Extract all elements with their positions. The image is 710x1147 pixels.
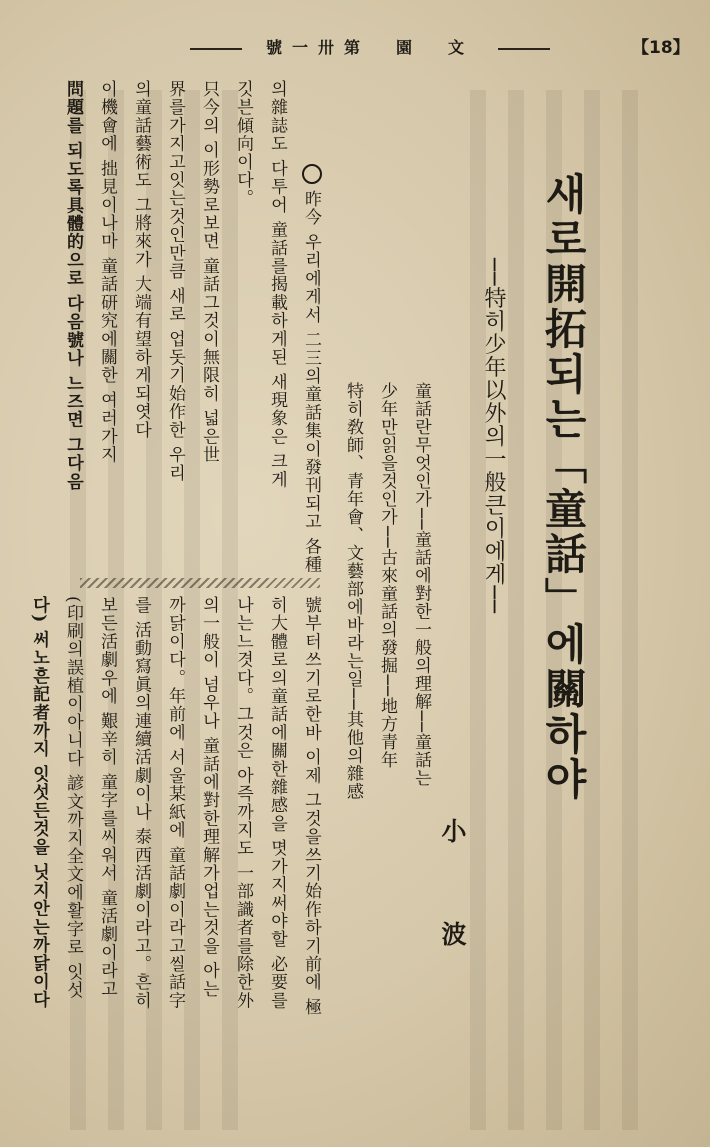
running-header — [190, 36, 550, 60]
body-column-upper: 의童話藝術도 그將來가 大端有望하게되엿다 — [131, 80, 151, 440]
section-marker-circle — [302, 164, 322, 184]
body-column-lower: 號부터쓰기로한바 이제 그것을쓰기始作하기前에 極 — [301, 596, 321, 1017]
body-column-lower: 히大體로의童話에關한雜感을 몃가지써야할 必要를 — [267, 596, 287, 1010]
body-column-upper: 昨今 우리에게서 二三의童話集이發刊되고 各種 — [301, 190, 321, 574]
article-subtitle: ──特히少年以外의一般큰이에게── — [481, 258, 506, 614]
section-divider — [80, 578, 320, 588]
body-column-upper: 의雜誌도 다투어 童話를揭載하게된 새現象은 크게 — [267, 80, 287, 489]
body-column-upper: 이機會에 拙見이나마 童話研究에關한 여러가지 — [97, 80, 117, 464]
body-column-lower: 를 活動寫眞의連續活劇이나 泰西活劇이라고。흔히 — [131, 596, 151, 1010]
body-column-upper: 깃븐傾向이다。 — [233, 80, 253, 208]
body-column-upper: 問題를 되도록具體的으로 다음號나 느즈면 그다음 — [63, 80, 83, 491]
body-column-lower: 의一般이 넘우나 童話에對한理解가업는것을 아는 — [199, 596, 219, 999]
author-name: 小波 — [438, 818, 467, 1024]
article-title: 새로開拓되는「童話」에關하야 — [539, 172, 588, 802]
body-column-lower: 다) 써노흔記者까지 잇섯든것을 닛지안는까닭이다 — [29, 596, 49, 1009]
body-column-lower: 까닭이다。年前에 서울某紙에 童話劇이라고씰話字 — [165, 596, 185, 1010]
body-column-lower: (印刷의誤植이아니다 諺文까지全文에활字로 잇섯 — [63, 596, 83, 1000]
body-column-upper: 只今의 이形勢로보면 童話그것이無限히 넓은世 — [199, 80, 219, 464]
body-column-lower: 보든活劇우에 艱辛히 童字를씨워서 童活劇이라고 — [97, 596, 117, 999]
header-rule-right — [498, 48, 550, 50]
toc-line: 少年만읽을것인가──古來童話의發掘──地方青年 — [377, 382, 397, 769]
header-rule-left — [190, 48, 242, 50]
header-title: 號一卅第 園 文 — [265, 38, 474, 57]
toc-line: 童話란무엇인가──童話에對한一般의理解──童話는 — [411, 382, 431, 787]
body-column-upper: 界를가지고잇는것인만큼 새로 업돗기始作한 우리 — [165, 80, 185, 483]
toc-line: 特히敎師、青年會、文藝部에바라는일──其他의雜感 — [343, 382, 363, 801]
body-column-lower: 나는느겻다。그것은 아즉까지도 一部識者를除한外 — [233, 596, 253, 1010]
page-number: 【18】 — [632, 38, 690, 58]
